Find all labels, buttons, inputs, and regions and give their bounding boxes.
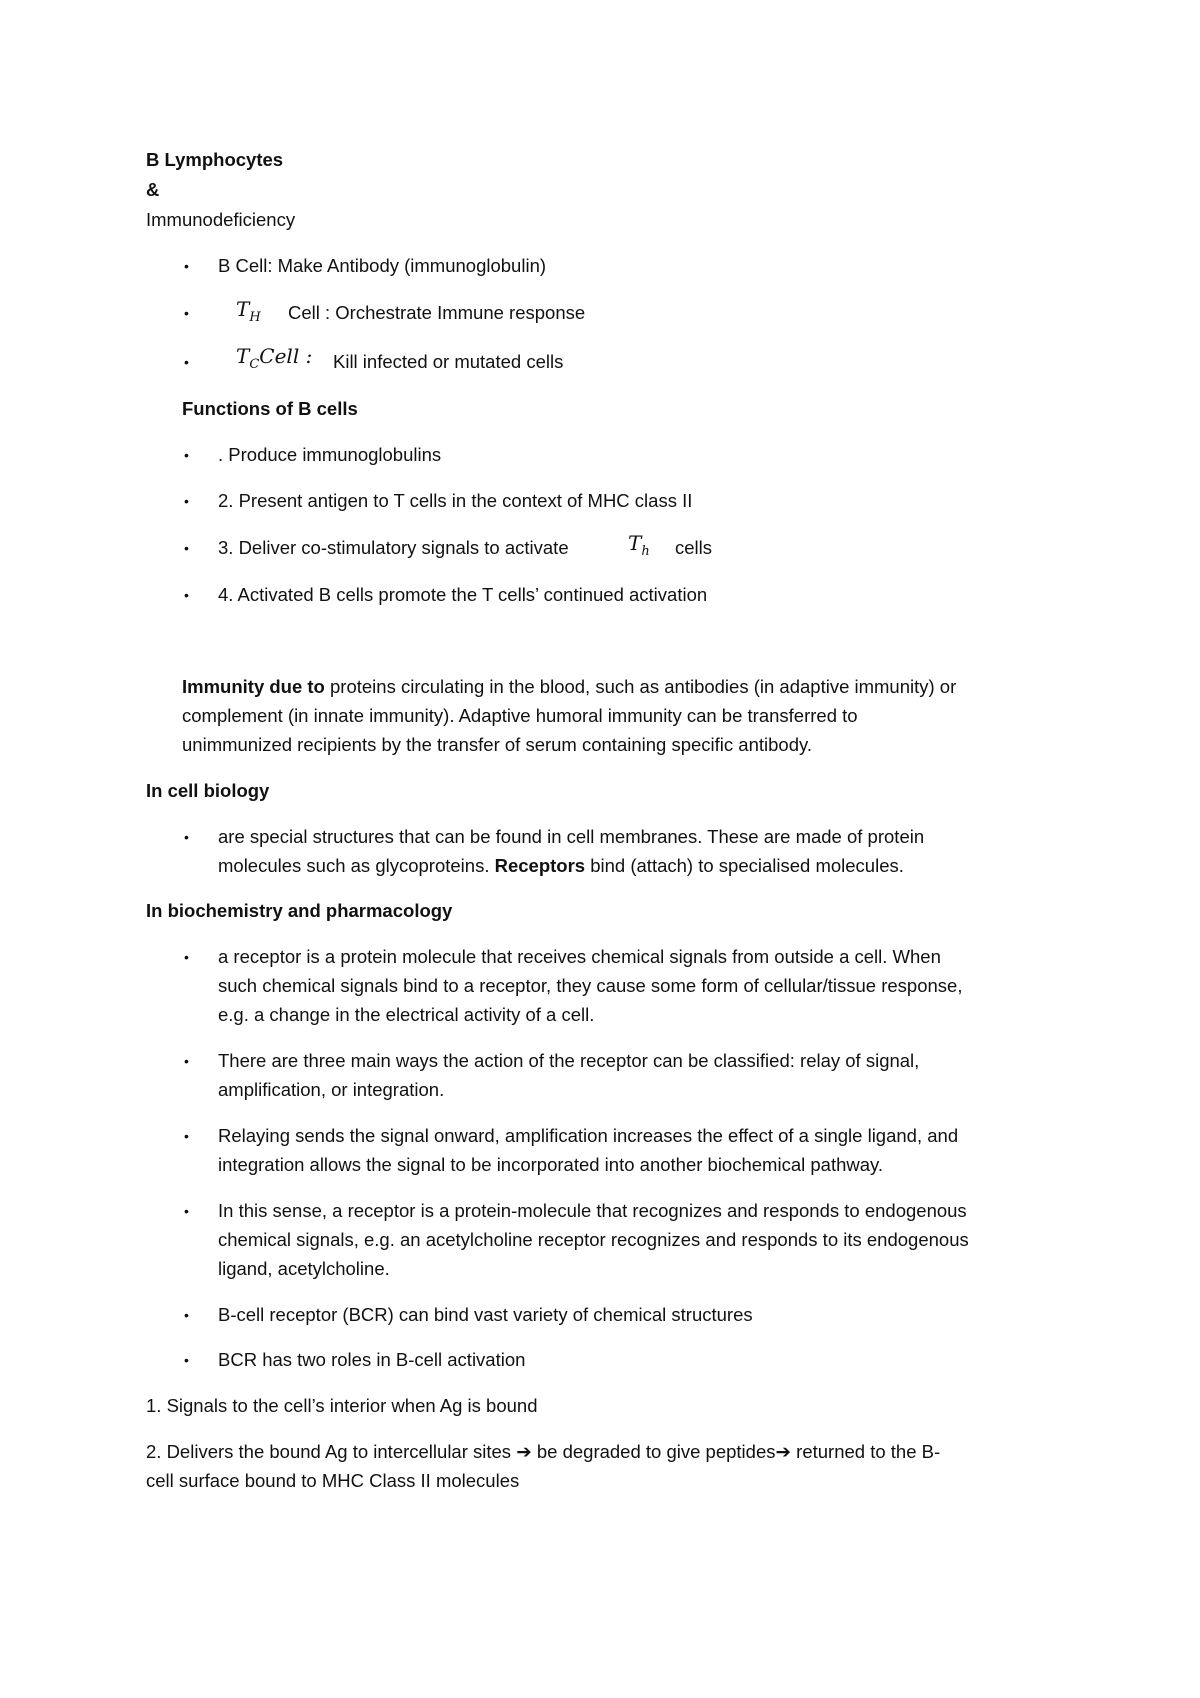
role-2-part-1: 2. Delivers the bound Ag to intercellular sites bbox=[146, 1441, 512, 1462]
bullet-dot: • bbox=[184, 1128, 189, 1144]
cell-th-math bbox=[236, 298, 261, 329]
bullet-dot: • bbox=[184, 447, 189, 463]
cell-biology-line-2 bbox=[218, 855, 904, 877]
role-2-part-3: returned to the B- bbox=[796, 1441, 941, 1462]
math-symbol: T bbox=[628, 531, 642, 555]
biochem-heading: In biochemistry and pharmacology bbox=[146, 900, 453, 921]
biochem-text: Relaying sends the signal onward, amplification increases the effect of a single ligand, and bbox=[218, 1125, 959, 1146]
cell-th-text: Cell : Orchestrate Immune response bbox=[288, 302, 586, 323]
humoral-text: proteins circulating in the blood, such as antibodies (in adaptive immunity) or bbox=[330, 676, 957, 697]
role-2-line-1 bbox=[146, 1441, 940, 1463]
function-3-tail: cells bbox=[675, 537, 713, 558]
biochem-text: There are three main ways the action of the receptor can be classified: relay of signal, bbox=[218, 1050, 920, 1071]
role-2-line-2: cell surface bound to MHC Class II molecules bbox=[146, 1470, 520, 1491]
role-2-part-2: be degraded to give peptides bbox=[536, 1441, 776, 1462]
cell-biology-post: bind (attach) to specialised molecules. bbox=[590, 855, 904, 876]
bullet-dot: • bbox=[184, 354, 189, 370]
cell-biology-bold: Receptors bbox=[494, 855, 586, 876]
math-subscript: C bbox=[249, 357, 260, 372]
humoral-line-1 bbox=[182, 676, 956, 698]
function-3-math bbox=[628, 532, 650, 563]
cell-biology-pre: molecules such as glycoproteins. bbox=[218, 855, 490, 876]
title-line-1: B Lymphocytes bbox=[146, 149, 284, 170]
math-subscript: h bbox=[641, 544, 650, 559]
right-arrow-icon: ➔ bbox=[516, 1441, 532, 1462]
title-line-3: Immunodeficiency bbox=[146, 209, 296, 230]
biochem-text: B-cell receptor (BCR) can bind vast variety of chemical structures bbox=[218, 1304, 753, 1325]
bullet-dot: • bbox=[184, 493, 189, 509]
biochem-text: integration allows the signal to be incorporated into another biochemical pathway. bbox=[218, 1154, 884, 1175]
biochem-text: chemical signals, e.g. an acetylcholine receptor recognizes and responds to its endogenous bbox=[218, 1229, 969, 1250]
biochem-text: a receptor is a protein molecule that receives chemical signals from outside a cell. When bbox=[218, 946, 941, 967]
bullet-dot: • bbox=[184, 1307, 189, 1323]
function-item: 2. Present antigen to T cells in the context of MHC class II bbox=[218, 490, 693, 511]
cell-biology-line-1: are special structures that can be found in cell membranes. These are made of protein bbox=[218, 826, 925, 847]
functions-heading: Functions of B cells bbox=[182, 398, 358, 419]
bullet-dot: • bbox=[184, 587, 189, 603]
bullet-dot: • bbox=[184, 829, 189, 845]
biochem-text: such chemical signals bind to a receptor, they cause some form of cellular/tissue response, bbox=[218, 975, 963, 996]
cell-tc-text: Kill infected or mutated cells bbox=[333, 351, 564, 372]
cell-b-text: B Cell: Make Antibody (immunoglobulin) bbox=[218, 255, 547, 276]
bullet-dot: • bbox=[184, 1203, 189, 1219]
cell-biology-heading: In cell biology bbox=[146, 780, 270, 801]
biochem-text: ligand, acetylcholine. bbox=[218, 1258, 390, 1279]
function-item: 4. Activated B cells promote the T cells’ continued activation bbox=[218, 584, 708, 605]
right-arrow-icon: ➔ bbox=[775, 1441, 792, 1462]
math-subscript: H bbox=[249, 310, 261, 325]
title-line-2: & bbox=[146, 179, 160, 200]
cell-tc-math bbox=[236, 345, 312, 376]
function-item: 3. Deliver co-stimulatory signals to activate bbox=[218, 537, 569, 558]
function-item: . Produce immunoglobulins bbox=[218, 444, 442, 465]
math-symbol: T bbox=[236, 344, 250, 368]
role-1: 1. Signals to the cell’s interior when Ag is bound bbox=[146, 1395, 538, 1416]
biochem-text: In this sense, a receptor is a protein-molecule that recognizes and responds to endogenous bbox=[218, 1200, 967, 1221]
math-symbol: T bbox=[236, 297, 250, 321]
biochem-text: amplification, or integration. bbox=[218, 1079, 445, 1100]
math-tail: Cell : bbox=[259, 344, 313, 368]
humoral-bold: Immunity due to bbox=[182, 676, 325, 697]
bullet-dot: • bbox=[184, 305, 189, 321]
bullet-dot: • bbox=[184, 949, 189, 965]
humoral-line-3: unimmunized recipients by the transfer of serum containing specific antibody. bbox=[182, 734, 813, 755]
bullet-dot: • bbox=[184, 258, 189, 274]
humoral-line-2: complement (in innate immunity). Adaptive humoral immunity can be transferred to bbox=[182, 705, 858, 726]
biochem-text: e.g. a change in the electrical activity of a cell. bbox=[218, 1004, 595, 1025]
bullet-dot: • bbox=[184, 540, 189, 556]
bullet-dot: • bbox=[184, 1352, 189, 1368]
bullet-dot: • bbox=[184, 1053, 189, 1069]
biochem-text: BCR has two roles in B-cell activation bbox=[218, 1349, 526, 1370]
